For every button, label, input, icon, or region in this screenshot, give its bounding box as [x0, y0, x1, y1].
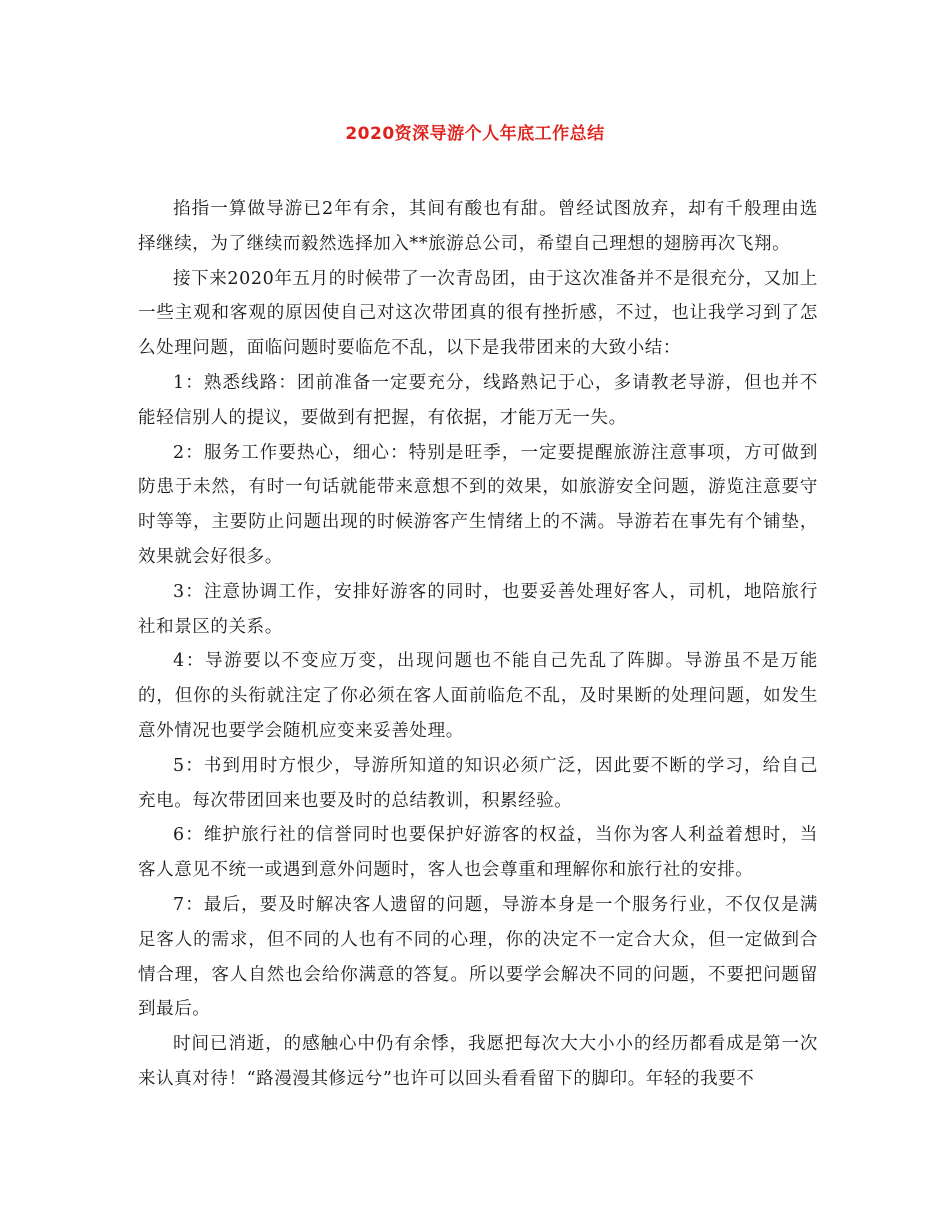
paragraph-intro: 掐指一算做导游已2年有余，其间有酸也有甜。曾经试图放弃，却有千般理由选择继续，为了继续而毅然选择加入**旅游总公司，希望自己理想的翅膀再次飞翔。: [138, 199, 818, 254]
paragraph-point-2: 2：服务工作要热心，细心：特别是旺季，一定要提醒旅游注意事项，方可做到防患于未然，有时一句话就能带来意想不到的效果，如旅游安全问题，游览注意要守时等等，主要防止问题出现的时候游客产生情绪上的不满。导游若在事先有个铺垫，效果就会好很多。: [138, 442, 818, 567]
paragraph-point-5: 5：书到用时方恨少，导游所知道的知识必须广泛，因此要不断的学习，给自己充电。每次带团回来也要及时的总结教训，积累经验。: [138, 755, 818, 811]
paragraph-point-6: 6：维护旅行社的信誉同时也要保护好游客的权益，当你为客人利益着想时，当客人意见不统一或遇到意外问题时，客人也会尊重和理解你和旅行社的安排。: [138, 825, 818, 881]
paragraph-closing: 时间已消逝，的感触心中仍有余悸，我愿把每次大大小小的经历都看成是第一次来认真对待！“路漫漫其修远兮”也许可以回头看看留下的脚印。年轻的我要不: [138, 1034, 818, 1089]
paragraph-qingdao-tour: 接下来2020年五月的时候带了一次青岛团，由于这次准备并不是很充分，又加上一些主观和客观的原因使自己对这次带团真的很有挫折感，不过，也让我学习到了怎么处理问题，面临问题时要临危不乱，以下是我带团来的大致小结：: [138, 268, 818, 359]
paragraph-point-7: 7：最后，要及时解决客人遗留的问题，导游本身是一个服务行业，不仅仅是满足客人的需求，但不同的人也有不同的心理，你的决定不一定合大众，但一定做到合情合理，客人自然也会给你满意的答复。所以要学会解决不同的问题，不要把问题留到最后。: [138, 894, 818, 1020]
paragraph-point-4: 4：导游要以不变应万变，出现问题也不能自己先乱了阵脚。导游虽不是万能的，但你的头衔就注定了你必须在客人面前临危不乱，及时果断的处理问题，如发生意外情况也要学会随机应变来妥善处理。: [138, 651, 818, 741]
paragraph-point-1: 1：熟悉线路：团前准备一定要充分，线路熟记于心，多请教老导游，但也并不能轻信别人的提议，要做到有把握，有依据，才能万无一失。: [138, 372, 818, 428]
paragraph-point-3: 3：注意协调工作，安排好游客的同时，也要妥善处理好客人，司机，地陪旅行社和景区的关系。: [138, 581, 818, 637]
document-title: 2020资深导游个人年底工作总结: [345, 124, 605, 144]
document-body: [138, 192, 818, 1097]
